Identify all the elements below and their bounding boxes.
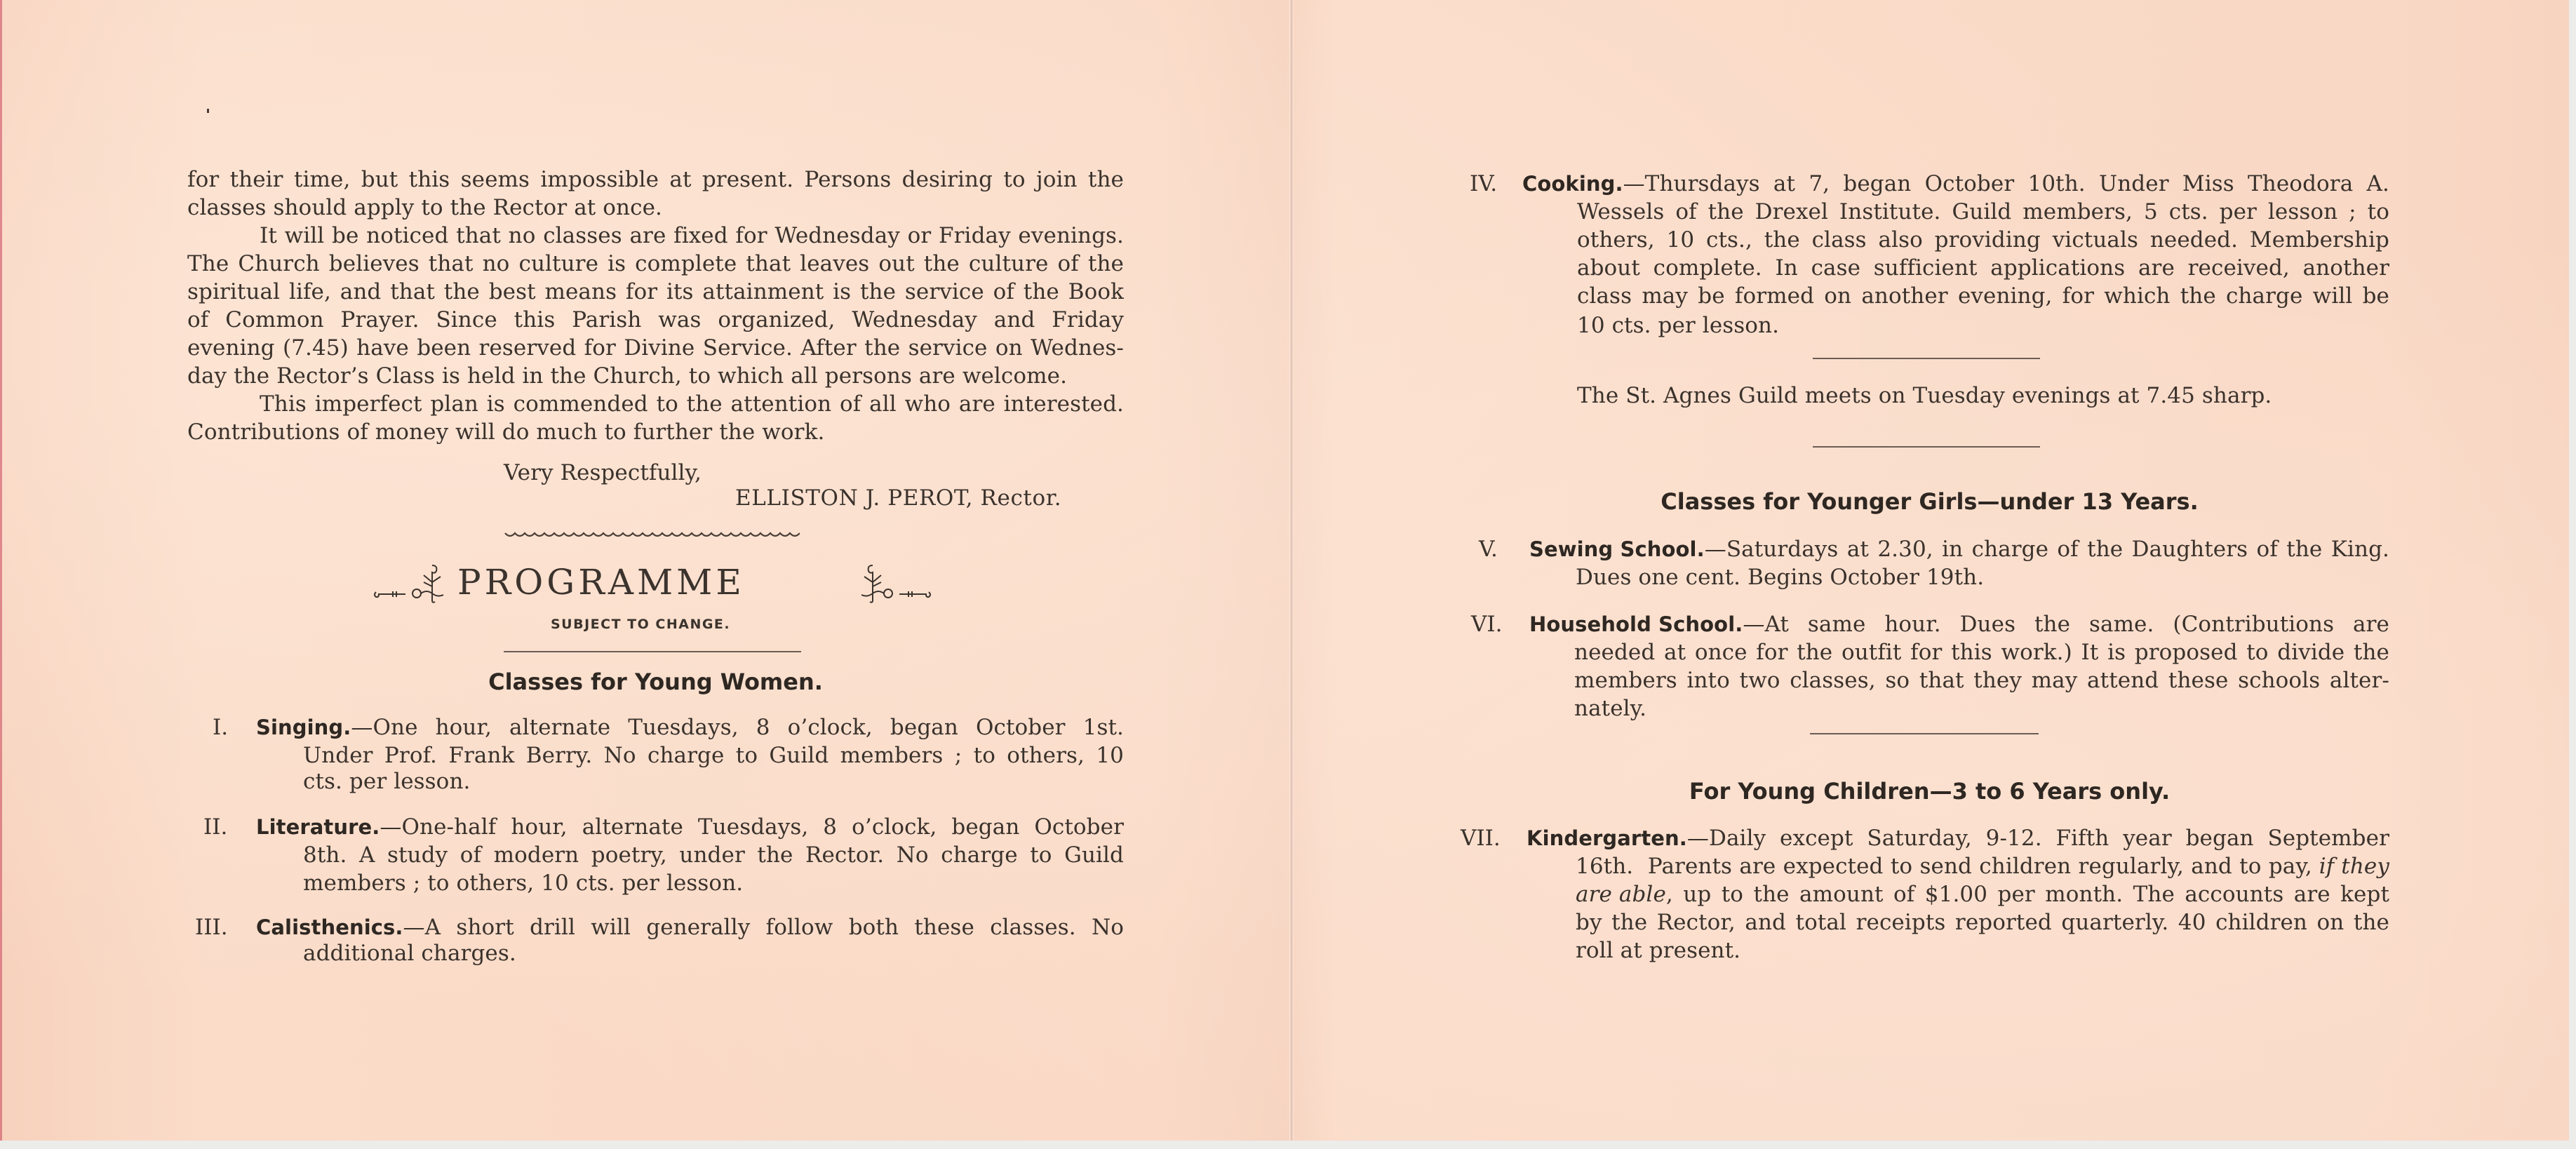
item-text: additional charges. [303,941,516,966]
intro-line: The Church believes that no culture is complete that leaves out the culture of the [187,251,1124,276]
item-text-italic: are able [1576,882,1666,907]
item-first-line [256,813,1124,841]
item-numeral: VI. [1471,612,1503,637]
item-numeral: I. [213,715,229,740]
item-title: Cooking. [1522,172,1623,196]
section-heading: For Young Children—3 to 6 Years only. [1689,778,2171,805]
page-edge [0,0,2,1141]
item-text: Dues one cent. Begins October 19th. [1576,565,1985,590]
item-numeral: II. [203,814,228,840]
item-text: 16th. Parents are expected to send children regularly, and to pay, [1576,854,2319,879]
intro-line: spiritual life, and that the best means for its attainment is the service of the Book [187,279,1124,304]
item-text: —A short drill will generally follow both these classes. No [403,915,1124,940]
item-first-line [256,913,1124,941]
divider-rule [1813,358,2040,359]
intro-line: day the Rector’s Class is held in the Church, to which all persons are welcome. [187,363,1068,389]
item-text: —One-half hour, alternate Tuesdays, 8 o’clock, began October [380,814,1124,840]
section-heading: Classes for Younger Girls—under 13 Years. [1661,488,2199,515]
item-text-line [1576,880,2389,908]
intro-line: Contributions of money will do much to further the work. [187,419,825,445]
left-ornament-icon [372,561,448,603]
intro-line: This imperfect plan is commended to the attention of all who are interested. [260,391,1124,417]
programme-subtitle: SUBJECT TO CHANGE. [551,617,731,632]
item-text: , up to the amount of $1.00 per month. The accounts are kept [1665,882,2389,907]
item-title: Kindergarten. [1527,826,1687,850]
intro-line: It will be noticed that no classes are fixed for Wednesday or Friday evenings. [260,223,1124,248]
item-text: members ; to others, 10 cts. per lesson. [303,871,744,896]
item-text: 10 cts. per lesson. [1577,313,1780,338]
signature: ELLISTON J. PEROT, Rector. [735,485,1062,511]
item-text: cts. per lesson. [303,769,471,794]
item-title: Household School. [1529,612,1743,636]
item-text: —One hour, alternate Tuesdays, 8 o’clock, began October 1st. [351,715,1124,740]
closing: Very Respectfully, [504,460,702,485]
intro-line: evening (7.45) have been reserved for Divine Service. After the service on Wednes- [187,335,1124,361]
item-text: —Thursdays at 7, began October 10th. Under Miss Theodora A. [1623,171,2389,196]
center-fold [1289,0,1294,1141]
paper-speck [207,109,209,113]
divider-rule [504,651,801,652]
item-text: by the Rector, and total receipts reported quarterly. 40 children on the [1576,910,2389,935]
item-numeral: IV. [1470,171,1498,196]
section-heading: Classes for Young Women. [488,668,823,695]
item-numeral: V. [1479,537,1498,562]
item-text: about complete. In case sufficient applications are received, another [1577,255,2389,281]
item-text: others, 10 cts., the class also providing victuals needed. Membership [1577,227,2389,253]
item-text: Wessels of the Drexel Institute. Guild members, 5 cts. per lesson ; to [1577,199,2389,224]
item-text: —Daily except Saturday, 9-12. Fifth year began September [1686,826,2389,851]
item-text: needed at once for the outfit for this work.) It is proposed to divide the [1574,640,2389,665]
item-first-line [1529,535,2389,563]
item-numeral: VII. [1461,826,1501,851]
item-text: Under Prof. Frank Berry. No charge to Guild members ; to others, 10 [303,743,1124,768]
guild-note: The St. Agnes Guild meets on Tuesday evenings at 7.45 sharp. [1577,383,2272,408]
item-text: 8th. A study of modern poetry, under the Rector. No charge to Guild [303,842,1124,868]
item-numeral: III. [195,915,228,940]
intro-line: for their time, but this seems impossible at present. Persons desiring to join the [187,167,1124,192]
item-first-line [1529,610,2389,638]
item-text: —At same hour. Dues the same. (Contributions are [1743,612,2389,637]
item-title: Calisthenics. [256,915,403,939]
divider-rule [1813,446,2040,448]
item-first-line [1522,170,2389,198]
item-text-italic: if they [2319,854,2389,879]
item-title: Literature. [256,815,380,839]
intro-line: classes should apply to the Rector at once. [187,195,662,220]
item-title: Sewing School. [1529,537,1705,561]
item-first-line [1527,824,2389,852]
item-title: Singing. [256,715,351,739]
intro-line: of Common Prayer. Since this Parish was organized, Wednesday and Friday [187,307,1124,332]
item-text-line [1576,852,2389,880]
item-text: members into two classes, so that they may attend these schools alter- [1574,668,2389,693]
item-first-line [256,713,1124,741]
item-text: —Saturdays at 2.30, in charge of the Daughters of the King. [1704,537,2389,562]
divider-rule [1810,733,2039,734]
wavy-rule [504,529,800,540]
item-text: nately. [1574,696,1647,721]
item-text: class may be formed on another evening, for which the charge will be [1577,283,2389,309]
item-text: roll at present. [1576,938,1741,963]
programme-title: PROGRAMME [457,562,745,603]
right-ornament-icon [857,561,933,603]
